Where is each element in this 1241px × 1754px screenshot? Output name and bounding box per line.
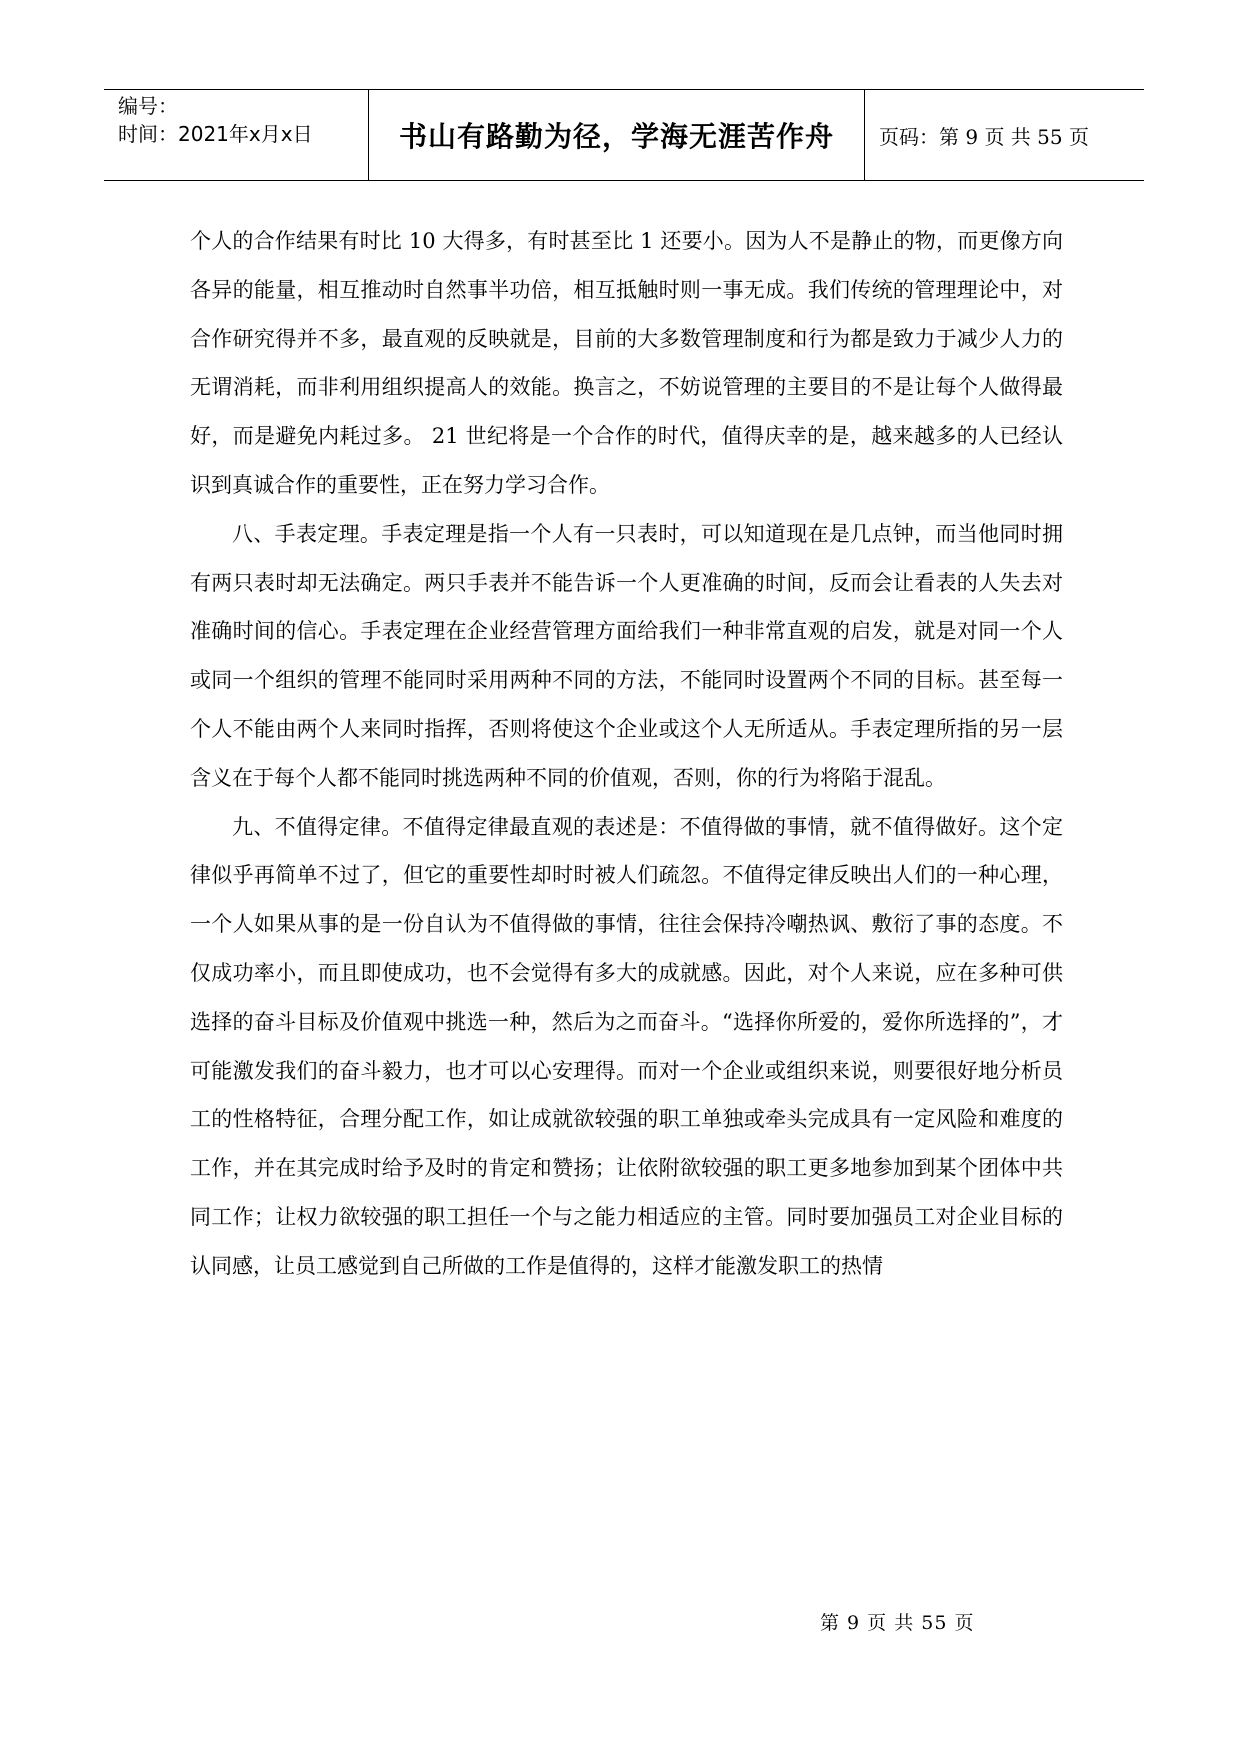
header-motto-cell: [369, 90, 865, 180]
header-page-info: 页码：第 9 页 共 55 页: [879, 124, 1089, 149]
page-footer: [820, 1608, 1070, 1635]
header-motto: 书山有路勤为径，学海无涯苦作舟: [398, 120, 834, 153]
body-paragraph-watch-law: 八、手表定理。手表定理是指一个人有一只表时，可以知道现在是几点钟，而当他同时拥有两只表时却无法确定。两只手表并不能告诉一个人更准确的时间，反而会让看表的人失去对准确时间的信心。手表定理在企业经营管理方面给我们一种非常直观的启发，就是对同一个人或同一个组织的管理不能同时采用两种不同的方法，不能同时设置两个不同的目标。甚至每一个人不能由两个人来同时指挥，否则将使这个企业或这个人无所适从。手表定理所指的另一层含义在于每个人都不能同时挑选两种不同的价值观，否则，你的行为将陷于混乱。: [190, 521, 1063, 790]
header-meta-cell: [104, 90, 369, 180]
body-paragraph-continuation: 个人的合作结果有时比 10 大得多，有时甚至比 1 还要小。因为人不是静止的物，而更像方向各异的能量，相互推动时自然事半功倍，相互抵触时则一事无成。我们传统的管理理论中，对合作研究得并不多，最直观的反映就是，目前的大多数管理制度和行为都是致力于减少人力的无谓消耗，而非利用组织提高人的效能。换言之，不妨说管理的主要目的不是让每个人做得最好，而是避免内耗过多。 21 世纪将是一个合作的时代，值得庆幸的是，越来越多的人已经认识到真诚合作的重要性，正在努力学习合作。: [190, 229, 1063, 497]
serial-number-label: 编号：: [118, 94, 178, 118]
header-page-cell: [865, 90, 1144, 180]
footer-page-number: 第 9 页 共 55 页: [820, 1612, 975, 1634]
document-body: [190, 217, 1063, 1291]
time-label: 时间：2021年x月x日: [118, 122, 313, 146]
document-header: [104, 89, 1144, 181]
body-paragraph-not-worth-law: 九、不值得定律。不值得定律最直观的表述是：不值得做的事情，就不值得做好。这个定律似乎再简单不过了，但它的重要性却时时被人们疏忽。不值得定律反映出人们的一种心理，一个人如果从事的是一份自认为不值得做的事情，往往会保持冷嘲热讽、敷衍了事的态度。不仅成功率小，而且即使成功，也不会觉得有多大的成就感。因此，对个人来说，应在多种可供选择的奋斗目标及价值观中挑选一种，然后为之而奋斗。“选择你所爱的，爱你所选择的”，才可能激发我们的奋斗毅力，也才可以心安理得。而对一个企业或组织来说，则要很好地分析员工的性格特征，合理分配工作，如让成就欲较强的职工单独或牵头完成具有一定风险和难度的工作，并在其完成时给予及时的肯定和赞扬；让依附欲较强的职工更多地参加到某个团体中共同工作；让权力欲较强的职工担任一个与之能力相适应的主管。同时要加强员工对企业目标的认同感，让员工感觉到自己所做的工作是值得的，这样才能激发职工的热情: [190, 814, 1063, 1278]
